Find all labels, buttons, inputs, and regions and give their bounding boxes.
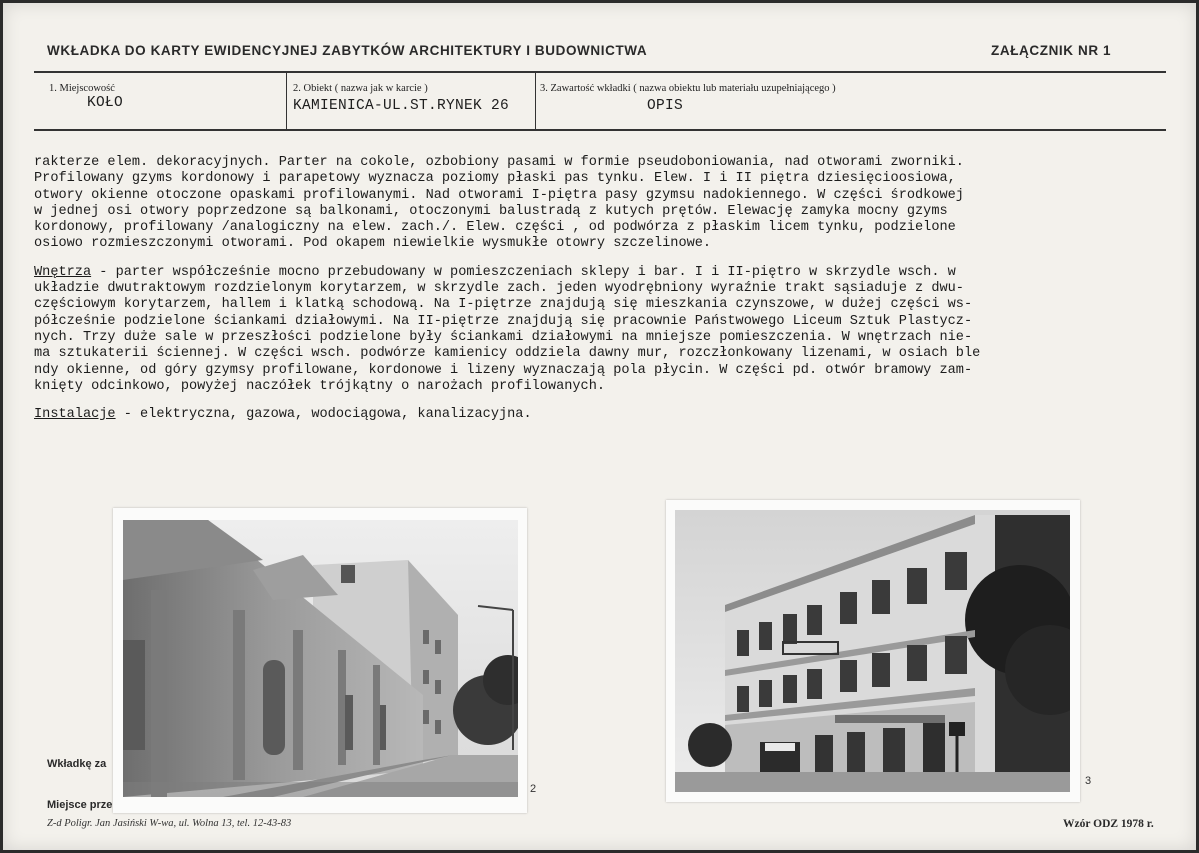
text-line: nych. Trzy duże sale w przeszłości podzielone były ściankami działowymi na mniejsze pomieszczenia. W wnętrzach nie- (34, 329, 973, 345)
installations-heading: Instalacje (34, 407, 116, 423)
form-template-id: Wzór ODZ 1978 r. (1063, 818, 1154, 830)
text-line (34, 265, 1174, 281)
object-label: 2. Obiekt ( nazwa jak w karcie ) (293, 83, 428, 94)
text-line (34, 407, 1174, 423)
installations-text: - elektryczna, gazowa, wodociągowa, kanalizacyjna. (115, 407, 532, 423)
interior-heading: Wnętrza (34, 264, 92, 280)
description-text (34, 155, 1174, 423)
photo-number-2: 2 (530, 783, 537, 795)
text-line: osiowo rozmieszczonymi otworami. Pod okapem niewielkie wysmukłe otowry szczelinowe. (34, 236, 712, 252)
object-value: KAMIENICA-UL.ST.RYNEK 26 (293, 98, 510, 114)
photo-number-3: 3 (1085, 775, 1092, 787)
content-label: 3. Zawartość wkładki ( nazwa obiektu lub materiału uzupełniającego ) (540, 83, 836, 94)
text-line: kordonowy, profilowany /analogiczny na elew. zach./. Elew. części , od podwórza z płaskim licem tynku, podzielone (34, 220, 956, 236)
courtyard-wall-photo (123, 520, 518, 797)
location-label: 1. Miejscowość (49, 83, 115, 94)
interior-first-line: - parter współcześnie mocno przebudowany w pomieszczeniach sklepy i bar. I i II-piętro w skrzydle wsch. w (91, 264, 956, 280)
table-divider-1 (286, 73, 287, 129)
document-title: WKŁADKA DO KARTY EWIDENCYJNEJ ZABYTKÓW ARCHITEKTURY I BUDOWNICTWA (47, 43, 648, 58)
text-line: otwory okienne otoczone opaskami profilowanymi. Nad otworami I-piętra pasy gzymsu nadokiennego. W części środkowej (34, 187, 964, 203)
text-line: w jednej osi otwory poprzedzone są balkonami, otoczonymi balustradą z kutych prętów. Elewację zamyka mocny gzyms (34, 203, 948, 219)
text-line: układzie dwutraktowym rozdzielonym korytarzem, w skrzydle zach. jeden wyodrębniony wyraźnie trakt sąsiaduje z dwu- (34, 281, 964, 297)
document-sheet (3, 3, 1196, 850)
text-line: knięty odcinkowo, powyżej naczółek trójkątny o narożach profilowanych. (34, 378, 606, 394)
table-divider-2 (535, 73, 536, 129)
printer-imprint: Z-d Poligr. Jan Jasiński W-wa, ul. Wolna 13, tel. 12-43-83 (47, 818, 292, 829)
text-line: ndy okienne, od góry gzymsy profilowane, kordonowe i lizeny wyznaczają pola płycin. W części pd. otwór bramowy zam- (34, 362, 973, 378)
text-line: półcześnie podzielone ściankami działowymi. Na II-piętrze znajdują się pracownie Państwowego Liceum Sztuk Plastycz- (34, 313, 973, 329)
location-value: KOŁO (87, 95, 124, 111)
annex-number: ZAŁĄCZNIK NR 1 (991, 43, 1112, 58)
table-bottom-rule (34, 129, 1166, 131)
footer-label-1: Wkładkę za (47, 758, 107, 770)
text-line: ma sztukaterii ściennej. W części wsch. podwórze kamienicy oddziela dawny mur, rozczłonkowany lizenami, w osiach ble (34, 346, 981, 362)
content-value: OPIS (647, 98, 684, 114)
footer-label-2: Miejsce prze (47, 799, 113, 811)
townhouse-facade-photo (675, 510, 1070, 792)
text-line: rakterze elem. dekoracyjnych. Parter na cokole, ozbobiony pasami w formie pseudoboniowania, nad otworami zworniki. (34, 155, 964, 170)
text-line: Profilowany gzyms kordonowy i parapetowy wyznacza poziomy płaski pas tynku. Elew. I i II piętra dziesięcioosiowa, (34, 171, 956, 187)
text-line: częściowym korytarzem, hallem i klatką schodową. Na I-piętrze znajdują się mieszkania czynszowe, w dużej części ws- (34, 297, 973, 313)
table-top-rule (34, 71, 1166, 73)
